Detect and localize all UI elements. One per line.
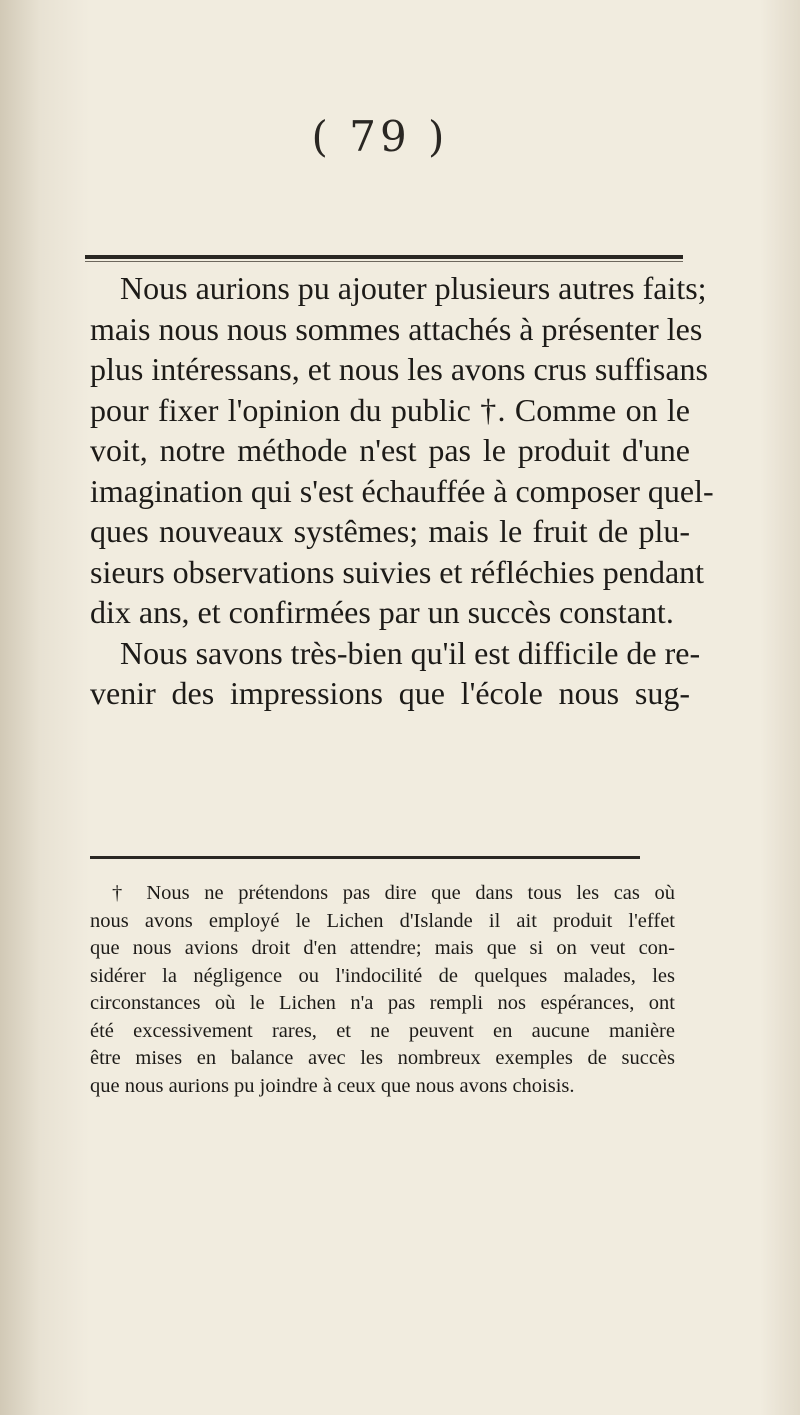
footnote-line: été excessivement rares, et ne peuvent en aucune manière xyxy=(90,1019,675,1042)
body-line: voit, notre méthode n'est pas le produit d'une xyxy=(90,432,690,468)
body-line: ques nouveaux systêmes; mais le fruit de plu- xyxy=(90,513,690,549)
footnote-line: que nous aurions pu joindre à ceux que nous avons choisis. xyxy=(90,1074,575,1097)
footnote-line: † Nous ne prétendons pas dire que dans tous les cas où xyxy=(112,882,675,904)
body-line: dix ans, et confirmées par un succès constant. xyxy=(90,594,674,630)
footnote-line: nous avons employé le Lichen d'Islande il ait produit l'effet xyxy=(90,909,675,932)
footnote-line: circonstances où le Lichen n'a pas rempli nos espérances, ont xyxy=(90,992,675,1014)
header-rule xyxy=(85,255,683,259)
body-line: Nous aurions pu ajouter plusieurs autres faits; xyxy=(120,270,707,306)
page-number: ( 79 ) xyxy=(311,112,449,161)
body-line: sieurs observations suivies et réfléchies pendant xyxy=(90,553,705,590)
footnote-line: sidérer la négligence ou l'indocilité de quelques malades, les xyxy=(90,964,675,987)
footnote-rule xyxy=(90,856,640,859)
body-line: plus intéressans, et nous les avons crus suffisans xyxy=(90,351,708,387)
body-line: venir des impressions que l'école nous sug- xyxy=(90,675,690,711)
body-line: mais nous nous sommes attachés à présenter les xyxy=(90,310,703,347)
footnote xyxy=(90,880,675,1100)
body-line: pour fixer l'opinion du public †. Comme on le xyxy=(90,391,690,428)
body-paragraphs xyxy=(90,268,714,714)
body-line: Nous savons très-bien qu'il est difficile de re- xyxy=(120,634,701,671)
footnote-line: être mises en balance avec les nombreux exemples de succès xyxy=(90,1047,675,1069)
header-rule-thin xyxy=(85,261,683,262)
body-line: imagination qui s'est échauffée à composer quel- xyxy=(90,472,714,509)
footnote-line: que nous avions droit d'en attendre; mais que si on veut con- xyxy=(90,937,675,959)
